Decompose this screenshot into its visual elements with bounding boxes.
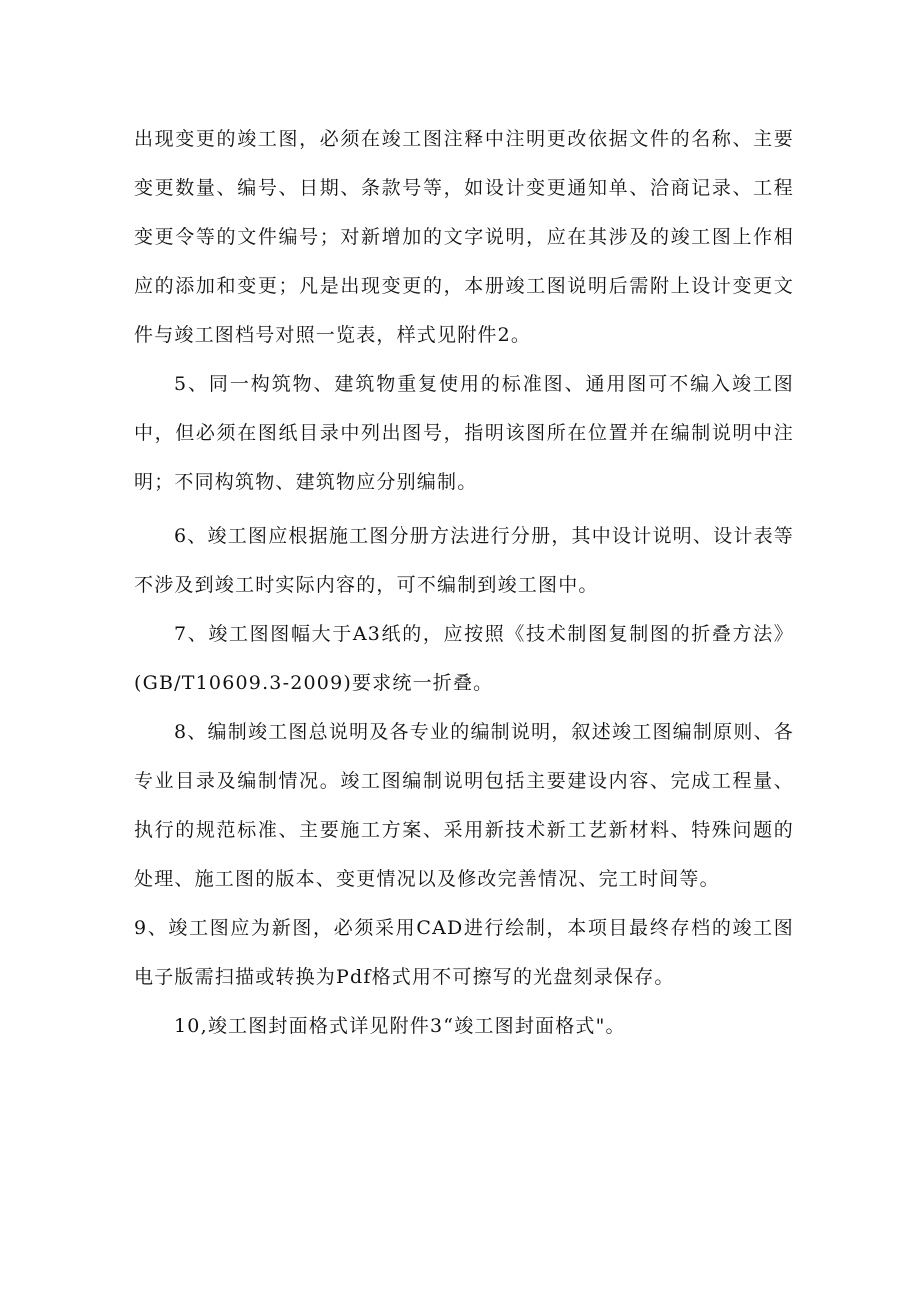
paragraph-item-5: 5、同一构筑物、建筑物重复使用的标准图、通用图可不编入竣工图中，但必须在图纸目录中列出图号，指明该图所在位置并在编制说明中注明；不同构筑物、建筑物应分别编制。 [134, 373, 794, 493]
paragraph-item-7: 7、竣工图图幅大于A3纸的，应按照《技术制图复制图的折叠方法》(GB/T10609.3-2009)要求统一折叠。 [134, 623, 794, 694]
paragraph-item-10: 10,竣工图封面格式详见附件3“竣工图封面格式"。 [174, 1015, 626, 1037]
paragraph-item-8: 8、编制竣工图总说明及各专业的编制说明，叙述竣工图编制原则、各专业目录及编制情况。竣工图编制说明包括主要建设内容、完成工程量、执行的规范标准、主要施工方案、采用新技术新工艺新材料、特殊问题的处理、施工图的版本、变更情况以及修改完善情况、完工时间等。 [134, 721, 794, 890]
paragraph-item-6: 6、竣工图应根据施工图分册方法进行分册，其中设计说明、设计表等不涉及到竣工时实际内容的，可不编制到竣工图中。 [134, 525, 794, 596]
paragraph-change-drawings: 出现变更的竣工图，必须在竣工图注释中注明更改依据文件的名称、主要变更数量、编号、日期、条款号等，如设计变更通知单、洽商记录、工程变更令等的文件编号；对新增加的文字说明，应在其涉及的竣工图上作相应的添加和变更；凡是出现变更的，本册竣工图说明后需附上设计变更文件与竣工图档号对照一览表，样式见附件2。 [134, 128, 794, 346]
paragraph-item-9: 9、竣工图应为新图，必须采用CAD进行绘制，本项目最终存档的竣工图电子版需扫描或转换为Pdf格式用不可擦写的光盘刻录保存。 [134, 917, 794, 988]
